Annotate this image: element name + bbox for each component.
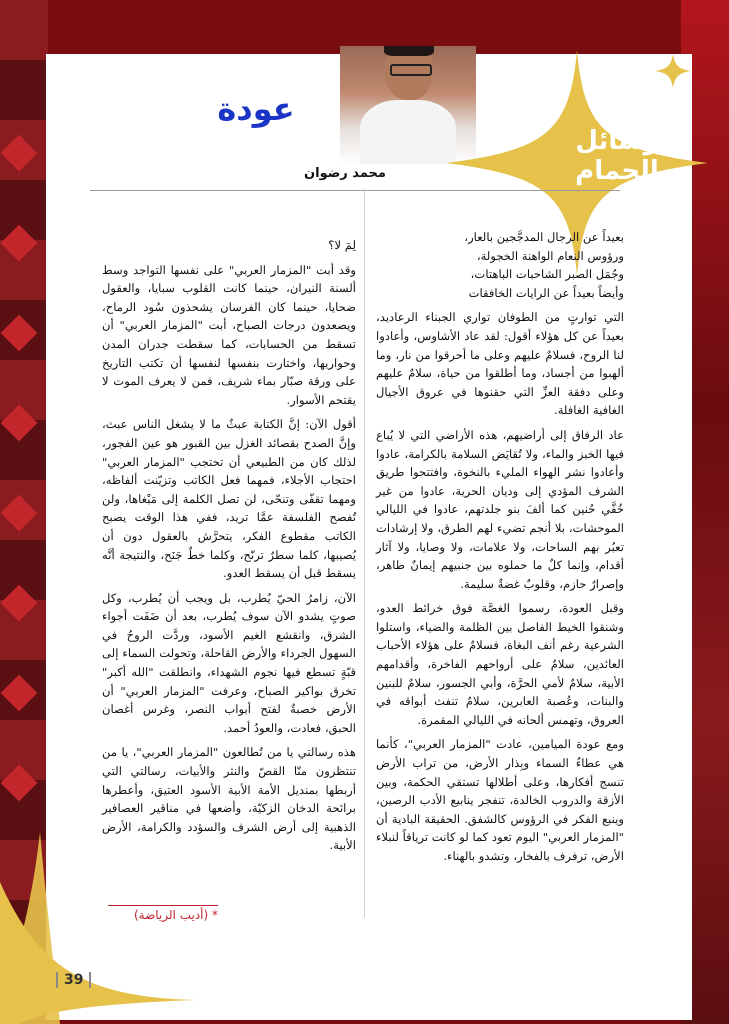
verse-line: وجُمَل الصبر الشاحبات الباهتات، <box>470 267 624 282</box>
small-star-icon <box>655 54 691 88</box>
signature: * (أديب الرياضة) <box>108 905 218 922</box>
diamond-ornament <box>1 225 38 262</box>
article-column-left <box>102 236 356 861</box>
verse-line: بعيداً عن الرجال المدجَّجين بالعار، <box>464 230 624 244</box>
column-divider <box>364 188 365 918</box>
paragraph: هذه رسالتي يا من تُطالعون "المزمار العربي"، يا من تنتظرون منّا القصّ والنثر والأبيات، رسالتي التي أربطها بمنديل الأمة الأبية الأسود العتيق، وأعطرها برائحة الدخان الزكيّة، وأضعها في مناقير العصافير الذهبية إلى أرض الشرف والسؤدد والكرامة، الأرض الأبية. <box>102 745 356 853</box>
verse-line: وأيضاً بعيداً عن الرايات الخافقات <box>468 285 624 300</box>
paragraph: وقد أبت "المزمار العربي" على نفسها التواجد وسط ألسنة النيران، حينما كانت القلوب سبايا، والعقول ضحايا، حينما كان الفرسان يشحذون سُود الرماح، ويصعدون درجات الصباح، أبت "المزمار العربي" أن تسقط من الحسابات، كما سقطت جدران المدن وحواريها، واختارت بنفسها لنفسها أن تكتب التاريخ على ورقة صبّار بماء شريف، فمن لا يعرف الموت لا يقتحم الأسوار. <box>102 262 356 407</box>
diamond-ornament <box>1 675 38 712</box>
verse-line: ورؤوس النعام الواهنة الخجولة، <box>476 248 624 263</box>
diamond-ornament <box>1 765 38 802</box>
paragraph: عاد الرفاق إلى أراضيهم، هذه الأراضي التي لا يُباع فيها الخبز والماء، ولا تُقايَض السلامة بالكرامة، عادوا وأعادوا نشر الهواء المليء بالنخوة، وافتتحوا طريق الشرف المؤدي إلى وديان الحرية، عادوا من غير خُفَّي حُنين كما ألفَ بنو جلدتهم، عادوا في الليالي الموحشات، بلا أنجم تضيء لهم الطرق، ولا إرشادات تعبُر بهم الساحات، ولا علامات، ولا وصايا، ولا آثار أقدام، وإنما كلٌ ما حملوه بين جنبيهم إيمانٌ طاهر، وإصرارٌ حازم، وقلوبٌ غضةٌ سليمة. <box>376 427 624 591</box>
section-title: رسائل الحمام <box>575 126 659 186</box>
diamond-ornament <box>1 315 38 352</box>
diamond-ornament <box>1 495 38 532</box>
diamond-ornament <box>1 135 38 172</box>
paragraph: أقول الآن: إنَّ الكتابة عبثٌ ما لا يشغل الناس عبث، وإنَّ الصدح بقصائد الغزل بين القبور هو عين الفجور، لذلك كان من الطبيعي أن تحتجب "المزمار العربي" احتجاب الأجلاء، فمهما فعل الكاتب وتزيّنت ألفاظه، ومهما تقفّى وتنحّى، لن تصل الكلمة إلى مَبْغاها، ولن تُفصح الفلسفة عمَّا تريد، ففي هذا الوقت يصبح الكاتب مقطوع الفكر، يتحرَّش بالعقول دون أن يُصيبها، كلما سطرٌ ترنّح، وكلما خطٌ جَنَح، والنتيجة أنَّه يسقط قبل أن يسقط العدو. <box>102 417 356 581</box>
paragraph: لِمَ لا؟ <box>328 238 356 252</box>
author-name: محمد رضوان <box>304 166 386 181</box>
page-number: 39 <box>56 972 91 988</box>
paragraph: التي توارتٍ من الطوفان تواري الجبناء الرعاديد، بعيداً عن كل هؤلاء أقول: لقد عاد الأشاوس، وأعادوا لنا الروح، فسلامٌ عليهم وعلى ما أحرقوا من نار، وما ألهبوا من أجساد، وما أطلقوا من حياة، سلامٌ عليهم وعلى دفقة العزِّ التي حقنوها في عروق الأجيال الغافية الغافلة. <box>376 310 624 418</box>
diamond-ornament <box>1 585 38 622</box>
paragraph: الآن، زامرُ الحيّ يُطرب، بل ويجب أن يُطرب، وكل صوتٍ يشدو الآن سوف يُطرب، بعد أن ضَفَت أجواء الشرق، وانقشع الغيم الأسود، وردَّت الروحُ في السهول الجرداء والأرض القاحلة، وتحولت السماء إلى قبّةٍ تسطع فيها نجوم الشهداء، وانطلقت "الله أكبر" تخرق بواكير الصباح، وعرفت "المزمار العربي" أن الأرض خصبةٌ لفتح أبواب النصر، وغرس أغصان الحبق، فعادت، والعودُ أحمد. <box>102 590 356 735</box>
verse-block <box>376 228 624 302</box>
paragraph: وقبل العودة، رسموا الغصَّة فوق خرائط العدو، وشنقوا الخيط الفاصل بين الظلمة والضياء، واستلوا الشرعية رغم أنف البغاة، فسلامٌ على هؤلاء الأحباب العائدين، سلامٌ على أرواحهم الفاخرة، وأقدامهم الأبية، سلامٌ لأمي الحرَّة، وأبي الجسور، سلامٌ للبنين والبنات، وعُصبة العابرين، سلامٌ تنفث أبواقه في العروق، وتهمس ألحانه في الليالي المقمرة. <box>376 601 624 727</box>
article-title: عودة <box>217 90 295 128</box>
header-divider <box>90 190 620 191</box>
paragraph: ومع عودة الميامين، عادت "المزمار العربي"، كأنما هي عطاءُ السماء وبِذار الأرض، من تراب الأرض تنسج أفكارها، وعلى أطلالها تستقي الحكمة، وبين الأزقة والدروب الخالدة، تنفجر ينابيع الأدب الرصين، وينبع الفكر في الرؤوس كالشفق. الحقيقة البادية أن "المزمار العربي" اليوم تعود كما لو كانت ترياقاً لنبلاء الأرض، ترفرف بالفخار، وتشدو بالهناء. <box>376 737 624 863</box>
article-column-right <box>376 228 624 872</box>
diamond-ornament <box>1 405 38 442</box>
